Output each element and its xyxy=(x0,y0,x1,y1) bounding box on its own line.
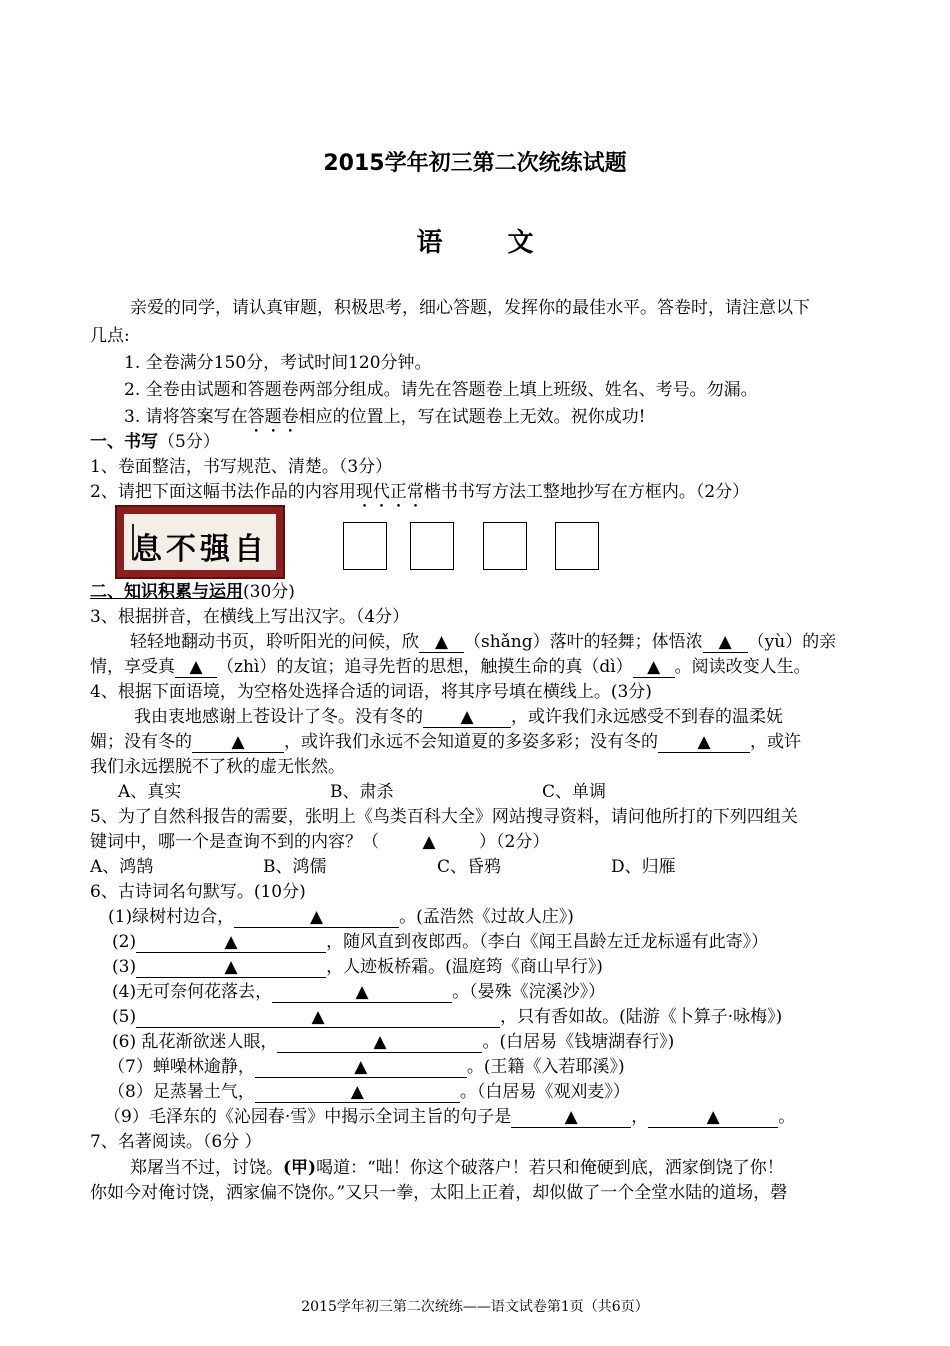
poem-2-text-a: (2) xyxy=(112,932,137,952)
q5-option-a: A、鸿鹄 xyxy=(90,857,154,877)
q7-line-1-text-c: 喝道：“咄！你这个破落户！若只和俺硬到底，洒家倒饶了你！ xyxy=(316,1158,784,1178)
poem-9-text-b: ， xyxy=(631,1107,649,1127)
note-3-emphasis: 答题卷 xyxy=(247,407,299,427)
poem-7 xyxy=(108,1055,625,1080)
section-1-title: 一、书写 xyxy=(90,432,158,452)
question-1: 1、卷面整洁，书写规范、清楚。（3分） xyxy=(90,457,393,477)
poem-5-blank[interactable]: ▲ xyxy=(136,1007,500,1028)
poem-2 xyxy=(112,930,768,955)
section-1-heading xyxy=(90,430,220,455)
q5-option-d: D、归雁 xyxy=(611,857,676,877)
q4-option-b: B、肃杀 xyxy=(330,782,394,802)
answer-box-2[interactable] xyxy=(410,522,454,570)
q3-line-1-text-c: （yù）的亲 xyxy=(747,632,837,652)
poem-3 xyxy=(112,955,603,980)
poem-4 xyxy=(112,980,605,1005)
q5-blank[interactable]: ▲ xyxy=(422,832,436,852)
question-7: 7、名著阅读。（6分 ） xyxy=(90,1132,262,1152)
section-1-score: （5分） xyxy=(158,432,220,452)
q3-line-1-text-b: （shǎng）落叶的轻舞；体悟浓 xyxy=(464,632,703,652)
q3-line-2 xyxy=(90,655,811,680)
answer-box-3[interactable] xyxy=(483,522,527,570)
q4-line-1 xyxy=(134,705,783,730)
q4-blank-2[interactable]: ▲ xyxy=(192,732,284,753)
page-footer: 2015学年初三第二次统练——语文试卷第1页（共6页） xyxy=(301,1299,649,1315)
q7-line-1 xyxy=(130,1156,784,1181)
calligraphy-text: 自强不息 xyxy=(132,532,268,567)
q4-line-2-text-b: ，或许我们永远不会知道夏的多姿多彩；没有冬的 xyxy=(284,732,658,752)
poem-2-blank[interactable]: ▲ xyxy=(136,932,326,953)
q4-line-2-text-a: 媚；没有冬的 xyxy=(90,732,192,752)
note-3-part-a: 3. 请将答案写在 xyxy=(124,407,248,427)
q4-option-a: A、真实 xyxy=(118,782,182,802)
q3-line-1-text-a: 轻轻地翻动书页，聆听阳光的问候，欣 xyxy=(130,632,419,652)
q7-line-1-text-a: 郑屠当不过，讨饶。 xyxy=(130,1158,283,1178)
q4-line-2 xyxy=(90,730,801,755)
answer-box-1[interactable] xyxy=(343,522,387,570)
poem-6-blank[interactable]: ▲ xyxy=(277,1032,482,1053)
q4-line-1-text-a: 我由衷地感谢上苍设计了冬。没有冬的 xyxy=(134,707,423,727)
poem-3-blank[interactable]: ▲ xyxy=(136,957,326,978)
intro-line-2: 几点: xyxy=(90,326,130,346)
question-5-line-1: 5、为了自然科报告的需要，张明上《鸟类百科大全》网站搜寻资料，请问他所打的下列四组关 xyxy=(90,807,798,827)
q4-blank-3[interactable]: ▲ xyxy=(658,732,750,753)
calligraphy-seal xyxy=(132,524,142,560)
poem-8-text-a: （8）足蒸暑土气， xyxy=(108,1082,255,1102)
q5-option-b: B、鸿儒 xyxy=(263,857,327,877)
note-1: 1. 全卷满分150分，考试时间120分钟。 xyxy=(124,353,432,373)
poem-4-text-b: 。（晏殊《浣溪沙》） xyxy=(452,982,606,1002)
q3-line-2-text-b: （zhì）的友谊；追寻先哲的思想，触摸生命的真（dì） xyxy=(217,657,633,677)
q3-blank-1[interactable]: ▲ xyxy=(419,632,464,653)
poem-3-text-a: (3) xyxy=(112,957,137,977)
note-2: 2. 全卷由试题和答题卷两部分组成。请先在答题卷上填上班级、姓名、考号。勿漏。 xyxy=(124,380,758,400)
intro-line-1: 亲爱的同学，请认真审题，积极思考，细心答题，发挥你的最佳水平。答卷时，请注意以下 xyxy=(130,298,810,318)
q3-line-1 xyxy=(130,630,836,655)
poem-7-text-b: 。(王籍《入若耶溪》) xyxy=(466,1057,625,1077)
poem-5-text-b: ，只有香如故。(陆游《卜算子·咏梅》) xyxy=(500,1007,783,1027)
exam-title: 2015学年初三第二次统练试题 xyxy=(323,151,627,176)
question-4: 4、根据下面语境，为空格处选择合适的词语，将其序号填在横线上。(3分) xyxy=(90,682,652,702)
q3-line-2-text-a: 情，享受真 xyxy=(90,657,175,677)
q3-line-2-text-c: 。阅读改变人生。 xyxy=(674,657,811,677)
section-2-heading xyxy=(90,580,295,605)
q4-line-1-text-b: ，或许我们永远感受不到春的温柔妩 xyxy=(511,707,783,727)
poem-8-text-b: 。（白居易《观刈麦》） xyxy=(459,1082,630,1102)
poem-3-text-b: ，人迹板桥霜。(温庭筠《商山早行》) xyxy=(326,957,603,977)
question-5-line-2 xyxy=(90,830,549,855)
poem-1-blank[interactable]: ▲ xyxy=(234,907,399,928)
poem-1 xyxy=(108,905,574,930)
q4-blank-1[interactable]: ▲ xyxy=(423,707,511,728)
q7-marker-jia: (甲) xyxy=(283,1158,317,1178)
q5-text-b: ）（2分） xyxy=(479,832,550,852)
q4-line-2-text-c: ，或许 xyxy=(750,732,801,752)
poem-9-text-a: （9）毛泽东的《沁园春·雪》中揭示全词主旨的句子是 xyxy=(104,1107,512,1127)
answer-box-4[interactable] xyxy=(555,522,599,570)
poem-9-blank-1[interactable]: ▲ xyxy=(511,1107,631,1128)
q5-text-a: 键词中，哪一个是查询不到的内容？（ xyxy=(90,832,379,852)
q5-option-c: C、昏鸦 xyxy=(437,857,502,877)
poem-1-text-b: 。(孟浩然《过故人庄》) xyxy=(399,907,574,927)
section-2-title: 二、知识积累与运用 xyxy=(90,582,243,602)
poem-5 xyxy=(112,1005,782,1030)
q4-option-c: C、单调 xyxy=(542,782,607,802)
section-2-score: (30分) xyxy=(243,582,295,602)
note-3-part-b: 相应的位置上，写在试题卷上无效。祝你成功! xyxy=(298,407,646,427)
poem-6-text-a: (6) 乱花渐欲迷人眼， xyxy=(112,1032,278,1052)
q4-line-3: 我们永远摆脱不了秋的虚无怅然。 xyxy=(90,757,345,777)
subject-title: 语 文 xyxy=(416,228,562,258)
calligraphy-image xyxy=(115,505,285,579)
q3-blank-3[interactable]: ▲ xyxy=(175,657,217,678)
poem-4-text-a: (4)无可奈何花落去， xyxy=(112,982,273,1002)
question-2-part-b: 楷书书写方法工整地抄写在方框内。（2分） xyxy=(423,482,750,502)
poem-4-blank[interactable]: ▲ xyxy=(272,982,452,1003)
poem-7-text-a: （7）蝉噪林逾静， xyxy=(108,1057,255,1077)
poem-6-text-b: 。(白居易《钱塘湖春行》) xyxy=(482,1032,675,1052)
poem-6 xyxy=(112,1030,674,1055)
question-2-part-a: 2、请把下面这幅书法作品的内容用 xyxy=(90,482,356,502)
poem-8-blank[interactable]: ▲ xyxy=(255,1082,460,1103)
poem-2-text-b: ，随风直到夜郎西。（李白《闻王昌龄左迁龙标遥有此寄》） xyxy=(326,932,769,952)
poem-7-blank[interactable]: ▲ xyxy=(255,1057,467,1078)
poem-8 xyxy=(108,1080,630,1105)
poem-1-text-a: (1)绿树村边合， xyxy=(108,907,235,927)
question-6: 6、古诗词名句默写。(10分) xyxy=(90,882,306,902)
q3-blank-4[interactable]: ▲ xyxy=(633,657,675,678)
poem-9-blank-2[interactable]: ▲ xyxy=(648,1107,778,1128)
question-3: 3、根据拼音，在横线上写出汉字。（4分） xyxy=(90,607,410,627)
q7-line-2: 你如今对俺讨饶，洒家偏不饶你。”又只一拳，太阳上正着，却似做了一个全堂水陆的道场，磬 xyxy=(90,1183,788,1203)
question-2-emphasis: 现代正常 xyxy=(355,482,424,502)
poem-9-text-c: 。 xyxy=(778,1107,796,1127)
poem-5-text-a: (5) xyxy=(112,1007,137,1027)
poem-9 xyxy=(104,1105,795,1130)
q3-blank-2[interactable]: ▲ xyxy=(703,632,748,653)
